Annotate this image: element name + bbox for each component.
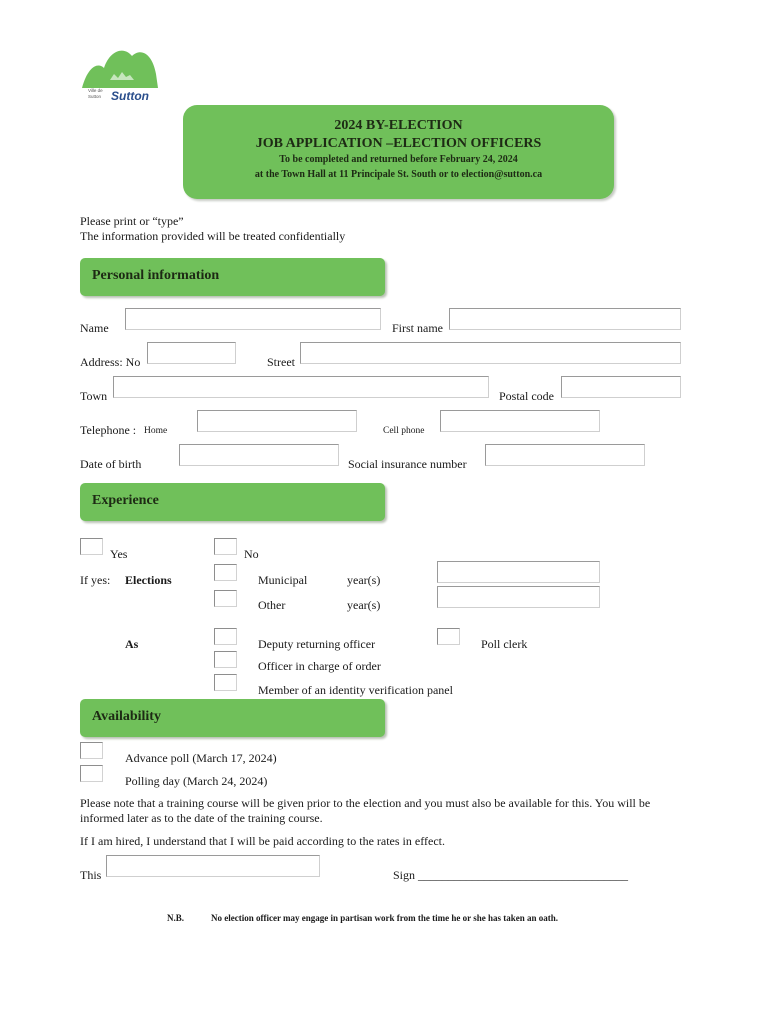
this-label: This [80,868,102,882]
deputy-returning-officer-label: Deputy returning officer [258,637,376,651]
other-years-label: year(s) [347,598,381,612]
intro-print: Please print or “type” [80,214,184,228]
postal-code-label: Postal code [499,389,554,403]
training-note-line1: Please note that a training course will be given prior to the election and you must also be available for this. You will be [80,796,651,810]
officer-order-checkbox[interactable] [214,651,237,668]
sutton-logo [80,44,160,106]
banner-return-address: at the Town Hall at 11 Principale St. South or to election@sutton.ca [254,169,543,180]
mountain-logo-icon [80,44,160,94]
postal-code-field[interactable] [561,376,681,398]
advance-poll-label: Advance poll (March 17, 2024) [125,751,277,765]
name-field[interactable] [125,308,381,330]
logo-tagline: Ville de Sutton [88,88,103,99]
other-label: Other [258,598,286,612]
cell-phone-label: Cell phone [383,426,425,436]
banner-subtitle: JOB APPLICATION –ELECTION OFFICERS [255,136,542,151]
municipal-years-label: year(s) [347,573,381,587]
as-label: As [125,637,139,651]
intro-confidential: The information provided will be treated confidentially [80,229,346,243]
sin-field[interactable] [485,444,645,466]
identity-panel-checkbox[interactable] [214,674,237,691]
name-label: Name [80,321,109,335]
sign-line[interactable]: Sign ___________________________________ [393,868,629,882]
yes-label: Yes [110,547,128,561]
cell-phone-field[interactable] [440,410,600,432]
street-field[interactable] [300,342,681,364]
paid-note: If I am hired, I understand that I will be paid according to the rates in effect. [80,834,445,848]
street-label: Street [267,355,295,369]
municipal-label: Municipal [258,573,308,587]
deputy-returning-officer-checkbox[interactable] [214,628,237,645]
officer-order-label: Officer in charge of order [258,659,381,673]
nb-label: N.B. [167,913,185,923]
title-banner [183,105,614,199]
first-name-label: First name [392,321,443,335]
municipal-years-field[interactable] [437,561,600,583]
telephone-label: Telephone : [80,423,137,437]
training-note-line2: informed later as to the date of the training course. [80,811,323,825]
date-of-birth-field[interactable] [179,444,339,466]
town-label: Town [80,389,108,403]
address-no-label: Address: No [80,355,141,369]
poll-clerk-label: Poll clerk [481,637,528,651]
other-checkbox[interactable] [214,590,237,607]
section-experience: Experience [80,483,385,521]
town-field[interactable] [113,376,489,398]
if-yes-label: If yes: [80,573,111,587]
poll-clerk-checkbox[interactable] [437,628,460,645]
home-phone-field[interactable] [197,410,357,432]
banner-deadline: To be completed and returned before February 24, 2024 [279,154,518,165]
identity-panel-label: Member of an identity verification panel [258,683,453,697]
home-label: Home [144,426,168,436]
sin-label: Social insurance number [348,457,467,471]
section-personal-information: Personal information [80,258,385,296]
experience-no-checkbox[interactable] [214,538,237,555]
polling-day-label: Polling day (March 24, 2024) [125,774,268,788]
date-of-birth-label: Date of birth [80,457,142,471]
advance-poll-checkbox[interactable] [80,742,103,759]
footer-oath-note: No election officer may engage in partisan work from the time he or she has taken an oath. [211,913,558,923]
experience-yes-checkbox[interactable] [80,538,103,555]
no-label: No [244,547,259,561]
banner-title: 2024 BY-ELECTION [334,118,463,133]
first-name-field[interactable] [449,308,681,330]
section-availability: Availability [80,699,385,737]
address-no-field[interactable] [147,342,236,364]
other-years-field[interactable] [437,586,600,608]
this-date-field[interactable] [106,855,320,877]
logo-brand: Sutton [111,89,149,103]
polling-day-checkbox[interactable] [80,765,103,782]
elections-label: Elections [125,573,172,587]
municipal-checkbox[interactable] [214,564,237,581]
